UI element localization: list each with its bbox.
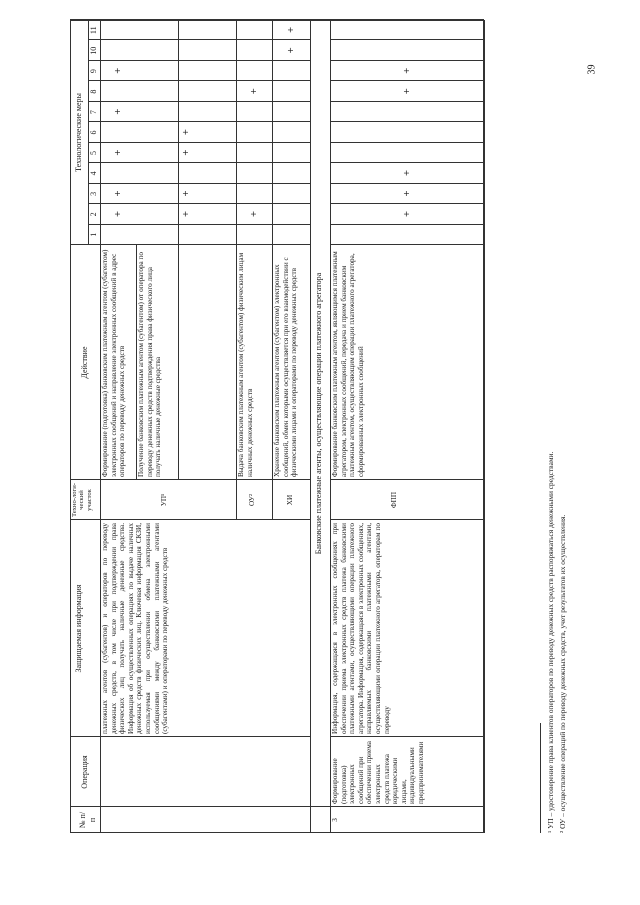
measure-number: 5: [89, 150, 98, 155]
area-hi: ХИ: [286, 494, 294, 506]
measure-col-divider: [88, 121, 310, 122]
table-border-right: [70, 19, 484, 20]
measure-col-divider-lower: [330, 162, 484, 163]
measure-col-divider-lower: [330, 101, 484, 102]
page-number: 39: [586, 64, 598, 75]
row3-info: Информация, содержащаяся в электронных сообщениях при обеспечении приема электронных средств платежа банковскими платежными агентами, осуществляющими операции платежного агрегатора. Информация, содержащаяся в электронных сообщениях, направляемых банковскими платежными агентами, осуществляющими операции платежного агрегатора, операторам по переводу: [331, 523, 391, 734]
plus-mark: +: [402, 87, 411, 95]
plus-mark: +: [113, 210, 122, 218]
measure-number: 4: [89, 171, 98, 176]
measure-col-divider: [88, 101, 310, 102]
plus-mark: +: [249, 87, 258, 95]
footnote-2: ² ОУ – осуществление операций по переводу денежных средств, учет результатов их осуществления.: [558, 514, 567, 833]
footnote-rule: [540, 723, 541, 833]
measure-col-divider: [88, 39, 310, 40]
plus-mark: +: [286, 46, 295, 54]
measure-col-divider: [88, 60, 310, 61]
table-border-left: [70, 832, 484, 833]
header-measures: Технологические меры: [74, 93, 83, 172]
header-tech-area: Техно-логи-ческий участок: [71, 483, 93, 517]
plus-mark: +: [181, 210, 190, 218]
measure-number: 8: [89, 89, 98, 94]
measure-col-divider: [88, 80, 310, 81]
area-divider-a: [236, 480, 237, 520]
header-no: № п/п: [78, 811, 97, 829]
action-form-send: Формирование (подготовка) банковским платежным агентом (субагентом) электронных сообщений и направление электронных сообщений в адрес операторов по переводу денежных средств: [101, 249, 127, 477]
measure-number: 1: [89, 232, 98, 237]
action-cash-out: Выдача банковским платежным агентом (субагентом) физическим лицам наличных денежных средств: [237, 252, 254, 477]
measure-col-divider-lower: [330, 121, 484, 122]
plus-mark: +: [113, 190, 122, 197]
measure-number: 7: [89, 110, 98, 115]
section-title: Банковские платежные агенты, осуществляющие операции платежного агрегатора: [314, 272, 323, 555]
plus-mark: +: [181, 128, 190, 136]
plus-mark: +: [181, 149, 190, 156]
plus-mark: +: [402, 210, 411, 218]
area-up: УП¹: [160, 493, 168, 507]
row3-operation: Формирование (подготовка) электронных сообщений при обеспечении приема электронных средств платежа юридическими лицами, индивидуальными предпринимателями: [331, 741, 425, 804]
plus-mark: +: [113, 67, 122, 75]
measure-col-divider: [88, 142, 310, 143]
table-border-bottom: [484, 20, 485, 833]
plus-mark: +: [286, 26, 295, 34]
measure-col-divider-lower: [330, 142, 484, 143]
area-ou: ОУ²: [248, 493, 256, 507]
measure-col-divider-lower: [330, 80, 484, 81]
measure-number: 11: [89, 26, 98, 35]
header-operation: Операция: [80, 755, 89, 789]
plus-mark: +: [249, 210, 258, 218]
action-storage: Хранение банковским платежным агентом (субагентом) электронных сообщений, обмен которыми осуществляется при его взаимодействии с физическими лицами и операторами по переводу денежных средств: [273, 257, 299, 477]
plus-mark: +: [113, 108, 122, 116]
measure-col-divider: [88, 203, 310, 204]
action-receive-confirm: Получение банковским платежным агентом (субагентом) от оператора по переводу денежных средств подтверждения права физического лица получать наличные денежные средства: [137, 252, 163, 477]
measure-number: 3: [89, 191, 98, 196]
measure-number: 10: [89, 46, 98, 55]
measure-number: 6: [89, 130, 98, 135]
measure-col-divider: [88, 183, 310, 184]
area-divider-b: [272, 480, 273, 520]
plus-mark: +: [402, 190, 411, 197]
measure-number: 9: [89, 69, 98, 74]
row3-number: 3: [331, 818, 339, 822]
plus-mark: +: [402, 169, 411, 177]
plus-mark: +: [402, 67, 411, 75]
measure-col-divider: [88, 162, 310, 163]
measure-col-divider: [88, 224, 310, 225]
measure-col-divider-lower: [330, 203, 484, 204]
row3-action: Формирование банковским платежным агентом, являющимся платежным агрегатором, электронных сообщений, передача и прием банковским платежным агентом, осуществляющим операции платежного агрегатора, сформированных электронных сообщений: [331, 251, 365, 477]
measure-col-divider-lower: [330, 60, 484, 61]
footnote-1: ¹ УП – удостоверение права клиентов операторов по переводу денежных средств распоряжаться денежными средствами.: [546, 451, 555, 833]
measure-col-divider-lower: [330, 224, 484, 225]
row3-area: ФПП: [390, 491, 398, 509]
measure-number: 2: [89, 212, 98, 217]
plus-mark: +: [181, 190, 190, 197]
header-protected-info: Защищаемая информация: [74, 584, 83, 673]
header-action: Действие: [80, 346, 89, 379]
plus-mark: +: [113, 149, 122, 156]
protected-info-text: платежных агентов (субагентов) и операторов по переводу денежных средств, в том числе при подтверждении права физических лиц получать наличные денежные средства. Информация об осуществленных операциях по выдаче наличных денежных средств физических лиц. Ключевая информация СКЗИ, используемая при осуществлении обмена электронными сообщениями между банковскими платежными агентами (субагентами) и операторами по переводу денежных средств: [101, 523, 170, 734]
measure-col-divider-lower: [330, 183, 484, 184]
measure-col-divider-lower: [330, 39, 484, 40]
